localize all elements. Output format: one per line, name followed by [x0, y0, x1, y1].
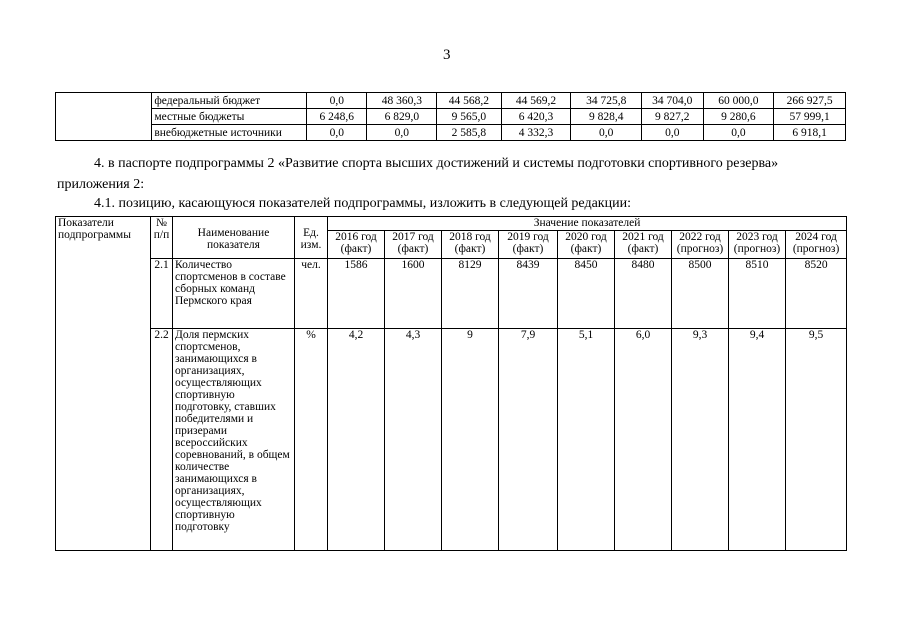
- budget-row-label: местные бюджеты: [152, 109, 307, 125]
- indicator-value: 9: [442, 329, 499, 551]
- indicator-value: 1600: [385, 259, 442, 329]
- indicator-value: 5,1: [558, 329, 615, 551]
- year-header: 2018 год (факт): [442, 231, 499, 259]
- budget-row: [56, 125, 846, 141]
- budget-blank-cell: [56, 93, 152, 141]
- indicators-section-cell: [56, 217, 151, 551]
- header-name: Наименование показателя: [173, 217, 295, 259]
- budget-value: 34 725,8: [571, 93, 642, 109]
- indicator-value: 9,4: [729, 329, 786, 551]
- year-header: 2019 год (факт): [499, 231, 558, 259]
- indicator-value: 8500: [672, 259, 729, 329]
- indicator-value: 8129: [442, 259, 499, 329]
- year-header: 2023 год (прогноз): [729, 231, 786, 259]
- indicator-name: Доля пермских спортсменов, занимающихся в организациях, осуществляющих спортивную подготовку, ставших победителями и призерами всероссийских соревнований, в общем количестве занимающихся в организациях, осуществляющих спортивную подготовку: [173, 329, 295, 551]
- header-values: Значение показателей: [328, 217, 847, 231]
- indicator-value: 9,3: [672, 329, 729, 551]
- indicator-row: [56, 259, 847, 329]
- header-unit: Ед. изм.: [295, 217, 328, 259]
- year-header: 2022 год (прогноз): [672, 231, 729, 259]
- header-section: Показатели подпрограммы: [58, 217, 131, 241]
- budget-value: 0,0: [307, 93, 367, 109]
- budget-value: 9 827,2: [642, 109, 703, 125]
- budget-row: [56, 109, 846, 125]
- indicator-value: 8520: [786, 259, 847, 329]
- indicator-value: 7,9: [499, 329, 558, 551]
- year-header: 2024 год (прогноз): [786, 231, 847, 259]
- indicator-num: 2.2: [151, 329, 173, 551]
- budget-row-label: внебюджетные источники: [152, 125, 307, 141]
- indicator-value: 4,2: [328, 329, 385, 551]
- indicators-table: [55, 216, 847, 551]
- budget-value: 0,0: [571, 125, 642, 141]
- page-number: 3: [443, 47, 451, 63]
- budget-value: 2 585,8: [437, 125, 502, 141]
- indicator-row: [56, 329, 847, 551]
- budget-value: 4 332,3: [501, 125, 571, 141]
- budget-row-label: федеральный бюджет: [152, 93, 307, 109]
- budget-value: 6 829,0: [367, 109, 437, 125]
- budget-value: 6 420,3: [501, 109, 571, 125]
- budget-value: 57 999,1: [774, 109, 846, 125]
- indicator-value: 8480: [615, 259, 672, 329]
- indicator-value: 6,0: [615, 329, 672, 551]
- indicator-unit: чел.: [295, 259, 328, 329]
- indicator-value: 4,3: [385, 329, 442, 551]
- budget-value: 0,0: [642, 125, 703, 141]
- paragraph-4-line2: приложения 2:: [57, 177, 145, 192]
- budget-value: 9 280,6: [703, 109, 774, 125]
- budget-value: 9 565,0: [437, 109, 502, 125]
- budget-value: 44 569,2: [501, 93, 571, 109]
- indicator-num: 2.1: [151, 259, 173, 329]
- indicator-value: 9,5: [786, 329, 847, 551]
- budget-value: 44 568,2: [437, 93, 502, 109]
- year-header: 2017 год (факт): [385, 231, 442, 259]
- budget-value: 6 248,6: [307, 109, 367, 125]
- budget-value: 60 000,0: [703, 93, 774, 109]
- year-header: 2021 год (факт): [615, 231, 672, 259]
- indicator-value: 8450: [558, 259, 615, 329]
- budget-value: 266 927,5: [774, 93, 846, 109]
- budget-value: 0,0: [703, 125, 774, 141]
- budget-table: [55, 92, 846, 141]
- budget-value: 6 918,1: [774, 125, 846, 141]
- budget-row: [56, 93, 846, 109]
- indicator-value: 1586: [328, 259, 385, 329]
- budget-value: 0,0: [367, 125, 437, 141]
- paragraph-4-1: 4.1. позицию, касающуюся показателей подпрограммы, изложить в следующей редакции:: [94, 196, 631, 211]
- indicator-unit: %: [295, 329, 328, 551]
- indicator-value: 8439: [499, 259, 558, 329]
- indicator-value: 8510: [729, 259, 786, 329]
- header-num: № п/п: [151, 217, 173, 259]
- year-header: 2020 год (факт): [558, 231, 615, 259]
- indicator-name: Количество спортсменов в составе сборных команд Пермского края: [173, 259, 295, 329]
- paragraph-4-line1: 4. в паспорте подпрограммы 2 «Развитие спорта высших достижений и системы подготовки спортивного резерва»: [94, 156, 779, 171]
- budget-value: 9 828,4: [571, 109, 642, 125]
- budget-value: 34 704,0: [642, 93, 703, 109]
- year-header: 2016 год (факт): [328, 231, 385, 259]
- budget-value: 0,0: [307, 125, 367, 141]
- budget-value: 48 360,3: [367, 93, 437, 109]
